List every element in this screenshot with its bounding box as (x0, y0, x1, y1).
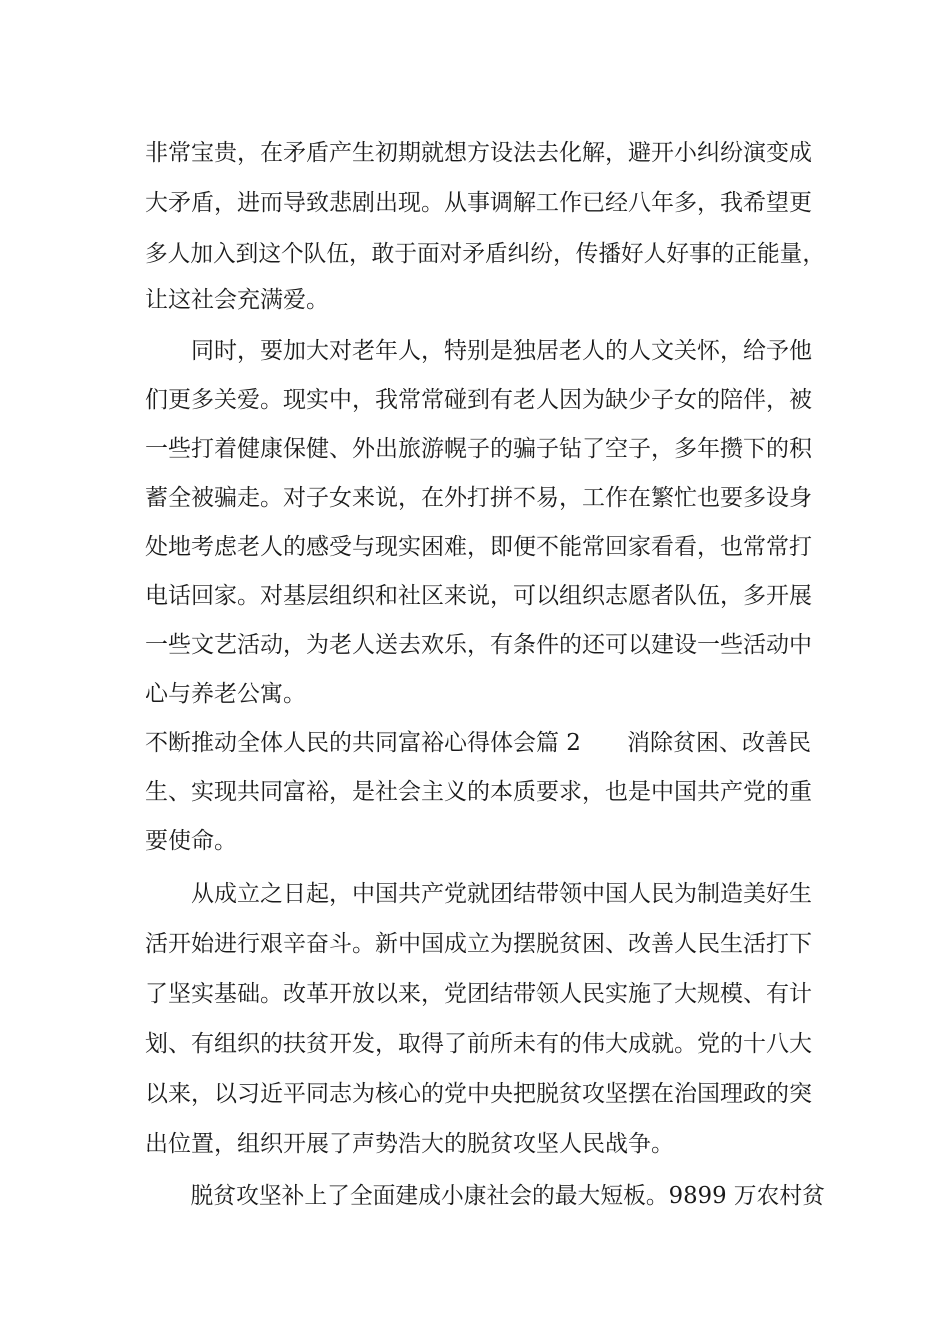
text-line: 心与养老公寓。 (145, 681, 306, 707)
text-line: 同时，要加大对老年人，特别是独居老人的人文关怀，给予他 (145, 338, 812, 364)
text-line: 蓄全被骗走。对子女来说，在外打拼不易，工作在繁忙也要多设身 (145, 485, 812, 511)
text-line: 脱贫攻坚补上了全面建成小康社会的最大短板。9899 万农村贫 (145, 1183, 825, 1209)
text-line: 从成立之日起，中国共产党就团结带领中国人民为制造美好生 (145, 881, 812, 907)
text-line: 划、有组织的扶贫开发，取得了前所未有的伟大成就。党的十八大 (145, 1031, 812, 1057)
text-line: 了坚实基础。改革开放以来，党团结带领人民实施了大规模、有计 (145, 981, 812, 1007)
text-line: 以来，以习近平同志为核心的党中央把脱贫攻坚摆在治国理政的突 (145, 1081, 812, 1107)
text-line: 多人加入到这个队伍，敢于面对矛盾纠纷，传播好人好事的正能量， (145, 241, 825, 267)
text-line: 处地考虑老人的感受与现实困难，即便不能常回家看看，也常常打 (145, 534, 812, 560)
text-line: 一些打着健康保健、外出旅游幌子的骗子钻了空子，多年攒下的积 (145, 436, 812, 462)
text-line: 要使命。 (145, 828, 237, 854)
text-line: 一些文艺活动，为老人送去欢乐，有条件的还可以建设一些活动中 (145, 632, 812, 658)
text-line: 出位置，组织开展了声势浩大的脱贫攻坚人民战争。 (145, 1131, 674, 1157)
text-line: 们更多关爱。现实中，我常常碰到有老人因为缺少子女的陪伴，被 (145, 387, 812, 413)
text-line: 非常宝贵，在矛盾产生初期就想方设法去化解，避开小纠纷演变成 (145, 140, 812, 166)
text-line: 电话回家。对基层组织和社区来说，可以组织志愿者队伍，多开展 (145, 583, 812, 609)
text-line: 大矛盾，进而导致悲剧出现。从事调解工作已经八年多，我希望更 (145, 190, 812, 216)
text-line: 活开始进行艰辛奋斗。新中国成立为摆脱贫困、改善人民生活打下 (145, 931, 812, 957)
text-line: 让这社会充满爱。 (145, 287, 329, 313)
section-heading-line: 不断推动全体人民的共同富裕心得体会篇 2 消除贫困、改善民 (145, 730, 811, 756)
text-line: 生、实现共同富裕，是社会主义的本质要求，也是中国共产党的重 (145, 779, 812, 805)
